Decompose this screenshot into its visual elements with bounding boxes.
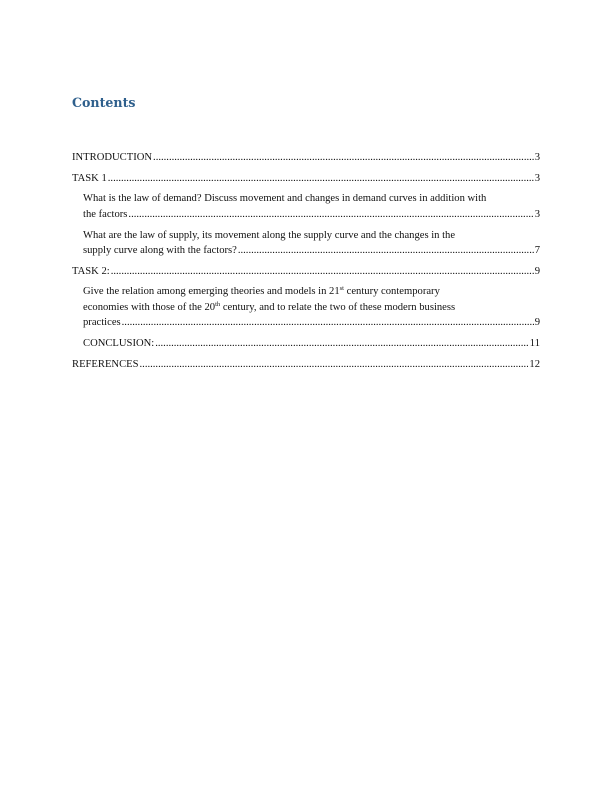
toc-entry-task1[interactable]: [72, 171, 540, 187]
toc-entry-law-of-demand[interactable]: [72, 191, 540, 222]
toc-page-number: 11: [529, 338, 540, 350]
superscript: th: [215, 300, 221, 308]
text-fragment: economies with those of the 20: [83, 301, 216, 313]
toc-page-number: 9: [534, 265, 540, 277]
toc-entry-label: CONCLUSION:: [83, 338, 155, 350]
toc-entry-text-line: practices: [83, 317, 121, 329]
toc-entry-task2[interactable]: [72, 264, 540, 280]
toc-page-number: 3: [534, 208, 540, 220]
text-fragment: century, and to relate the two of these modern business: [220, 301, 456, 313]
toc-entry-emerging-theories[interactable]: [72, 284, 540, 331]
toc-entry-text-line: supply curve along with the factors?: [83, 245, 237, 257]
toc-entry-references[interactable]: [72, 357, 540, 373]
toc-entry-label: TASK 2:: [72, 265, 110, 277]
dot-leader: [128, 207, 533, 223]
toc-entry-label: TASK 1: [72, 172, 107, 184]
dot-leader: [155, 336, 529, 352]
toc-entry-label: INTRODUCTION: [72, 152, 153, 163]
dot-leader: [122, 315, 534, 331]
dot-leader: [111, 264, 534, 280]
text-fragment: century contemporary: [343, 286, 440, 298]
toc-entry-label: REFERENCES: [72, 358, 139, 370]
table-of-contents: [72, 150, 540, 378]
toc-entry-text-line: the factors: [83, 208, 128, 220]
text-fragment: Give the relation among emerging theories and models in 21: [83, 286, 340, 298]
toc-page-number: 9: [534, 317, 540, 329]
toc-page-number: 3: [534, 172, 540, 184]
toc-page-number: 7: [534, 245, 540, 257]
toc-entry-text-line: What is the law of demand? Discuss movement and changes in demand curves in addition with: [83, 193, 487, 205]
page-title: Contents: [72, 95, 136, 110]
dot-leader: [238, 243, 534, 259]
dot-leader: [153, 150, 534, 166]
toc-entry-introduction[interactable]: [72, 150, 540, 166]
toc-entry-text-line: [83, 300, 540, 316]
dot-leader: [108, 171, 534, 187]
toc-entry-conclusion[interactable]: [72, 336, 540, 352]
toc-entry-text-line: [83, 284, 540, 300]
toc-entry-law-of-supply[interactable]: [72, 228, 540, 259]
toc-entry-text-line: What are the law of supply, its movement along the supply curve and the changes in the: [83, 229, 456, 241]
superscript: st: [339, 285, 344, 293]
dot-leader: [140, 357, 529, 373]
toc-page-number: 3: [534, 152, 540, 163]
toc-page-number: 12: [529, 358, 540, 370]
